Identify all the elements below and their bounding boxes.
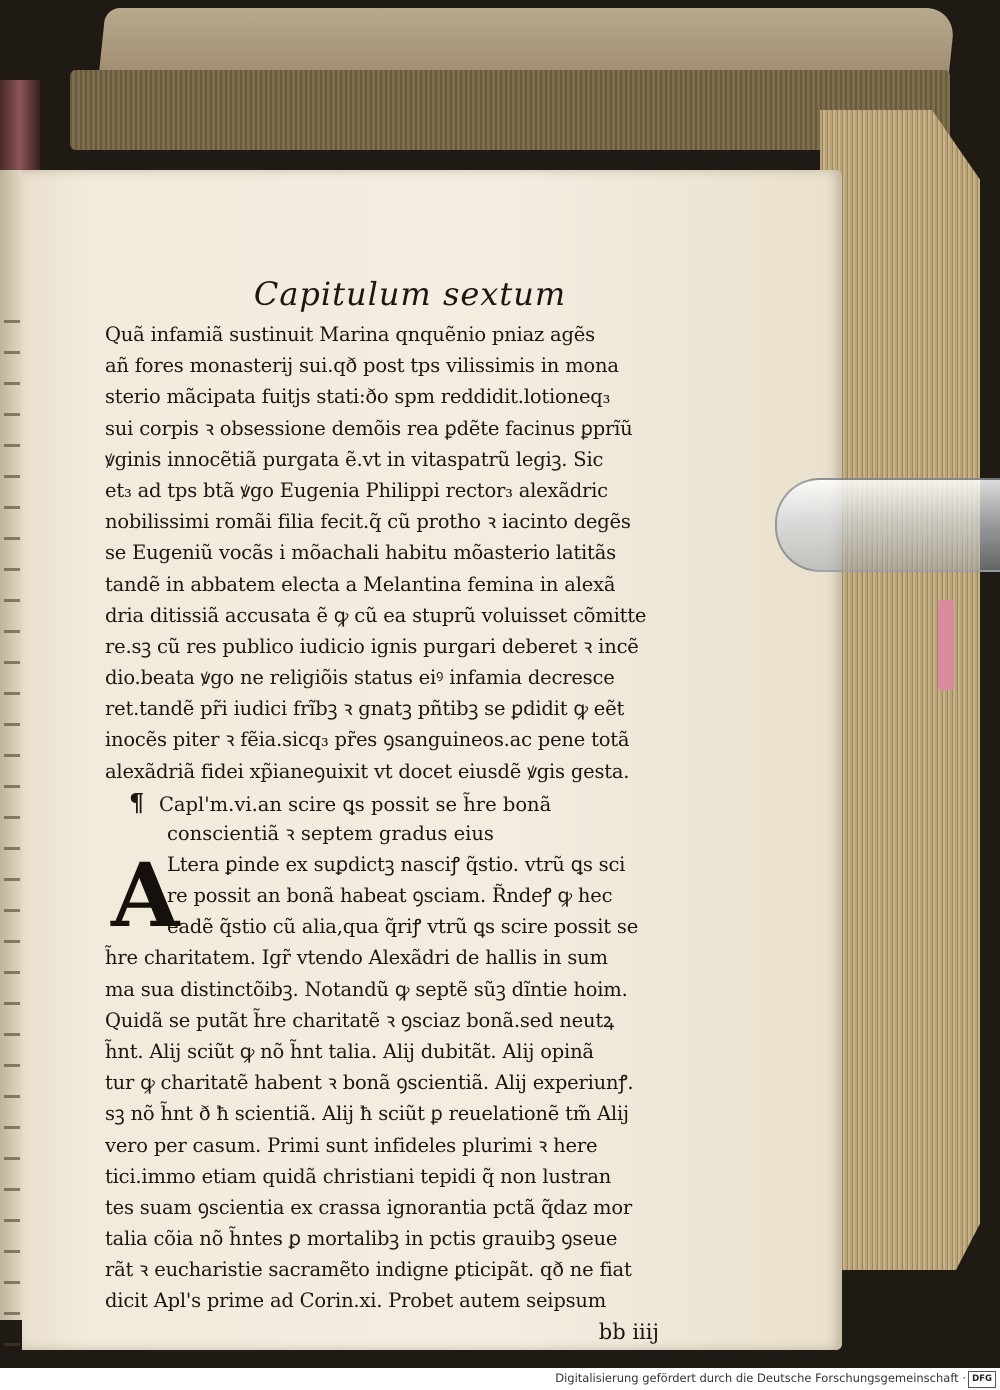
text-line: dicit Apl's prime ad Corin.xi. Probet autem seipsum [105,1289,607,1313]
facing-page-text-fragment [4,1343,20,1346]
facing-page-text-fragment [4,661,20,664]
text-line: ma sua distinctõibꝫ. Notandũ ꝙ septẽ sũꝫ dĩntie hoim. [105,977,628,1001]
facing-page-text-fragment [4,1002,20,1005]
dfg-logo: DFG [968,1371,996,1388]
bookmark-ribbon [938,600,954,690]
text-line: añ fores monasterij sui.qð post tps vilissimis in mona [105,354,619,378]
text-line: Quã infamiã sustinuit Marina qnquẽnio pniaz agẽs [105,323,595,346]
facing-page-text-fragment [4,444,20,447]
chapter-title: Capitulum sextum [253,275,567,313]
text-line: Quidã se putãt h̃re charitatẽ ꝛ ꝯsciaz bonã.sed neutꝝ [105,1008,615,1032]
facing-page-text-fragment [4,847,20,850]
text-line: nobilissimi romãi filia fecit.q̃ cũ protho ꝛ iacinto degẽs [105,510,631,534]
text-line: rãt ꝛ eucharistie sacramẽto indigne ꝑticipãt. qð ne fiat [105,1258,632,1282]
text-line: re possit an bonã habeat ꝯsciam. R̃ndeꝭ ꝙ hec [167,884,613,907]
text-line: ret.tandẽ pr̃i iudici frĩbꝫ ꝛ gnatꝫ pñtibꝫ se ꝑdidit ꝙ eẽt [105,697,625,721]
text-line: Ltera ꝑinde ex suꝑdictꝫ nasciꝭ q̃stio. vtrũ ꝗs sci [167,852,626,876]
facing-page-text-fragment [4,940,20,943]
facing-page-text-fragment [4,1281,20,1284]
facing-page-text-fragment [4,816,20,819]
facing-page-text-fragment [4,1312,20,1315]
signature-mark: bb iiij [598,1319,659,1344]
facing-page-text-fragment [4,537,20,540]
page-block-top-edge [70,70,950,150]
facing-page-text-fragment [4,630,20,633]
page-text-block [105,275,675,1348]
heading-line [105,818,675,849]
facing-page-text-fragment [4,1033,20,1036]
text-line: et₃ ad tps btã ꝟgo Eugenia Philippi rector₃ alexãdric [105,478,608,502]
text-line: sui corpis ꝛ obsessione demõis rea ꝑdẽte facinus ꝑprĩũ [105,416,633,440]
page-fore-edge [820,110,980,1270]
text-line: h̃nt. Alij sciũt ꝙ nõ h̃nt talia. Alij dubitãt. Alij opinã [105,1039,594,1063]
text-line: tur ꝙ charitatẽ habent ꝛ bonã ꝯscientiã. Alij experiunꝭ. [105,1071,634,1095]
facing-page-text-fragment [4,320,20,323]
text-line: tandẽ in abbatem electa a Melantina femina in alexã [105,572,616,596]
text-line: tici.immo etiam quidã christiani tepidi q̃ non lustran [105,1164,612,1188]
text-line: eadẽ q̃stio cũ alia,qua q̃riꝭ vtrũ ꝗs scire possit se [167,915,639,939]
facing-page-text-fragment [4,878,20,881]
heading-text: Capl'm.vi.an scire ꝗs possit se h̃re bonã [159,792,552,816]
facing-page-text-fragment [4,1157,20,1160]
facing-page-text-fragment [4,506,20,509]
facing-page-text-fragment [4,723,20,726]
facing-page-text-fragment [4,971,20,974]
text-line: re.sꝫ cũ res publico iudicio ignis purgari deberet ꝛ incẽ [105,634,639,658]
paragraph-with-initial [105,842,675,1317]
footer-credit: Digitalisierung gefördert durch die Deutsche Forschungsgemeinschaft · [555,1371,966,1385]
facing-page-text-fragment [4,1095,20,1098]
text-line: tes suam ꝯscientia ex crassa ignorantia pctã q̃daz mor [105,1195,633,1219]
facing-page-text-fragment [4,1250,20,1253]
text-line: vero per casum. Primi sunt infideles plurimi ꝛ here [105,1133,598,1157]
facing-page-text-fragment [4,351,20,354]
text-line: sꝫ nõ h̃nt ð ħ scientiã. Alij ħ sciũt ꝑ reuelationẽ tm̃ Alij [105,1102,629,1126]
glass-page-holder [775,478,1000,572]
text-line: ꝟginis innocẽtiã purgata ẽ.vt in vitaspatrũ legiꝫ. Sic [105,447,604,471]
text-line: se Eugeniũ vocãs i mõachali habitu mõasterio latitãs [105,541,616,565]
facing-page-text-fragment [4,1064,20,1067]
text-line: talia cõia nõ h̃ntes ꝑ mortalibꝫ in pctis grauibꝫ ꝯseue [105,1227,618,1251]
facing-page-text-fragment [4,692,20,695]
facing-page-text-fragment [4,599,20,602]
facing-page-text-fragment [4,1219,20,1222]
pilcrow-icon: ¶ [129,787,145,817]
facing-page-text-fragment [4,1188,20,1191]
facing-page-text-fragment [4,785,20,788]
facing-page-text-fragment [4,909,20,912]
digitization-footer [0,1368,1000,1390]
section-heading [105,787,675,849]
drop-cap-initial: A [111,842,180,947]
facing-page-text-fragment [4,413,20,416]
text-line: h̃re charitatem. Igr̃ vtendo Alexãdri de hallis in sum [105,946,608,970]
facing-page-text-fragment [4,568,20,571]
paragraph-marina-eugenia [105,319,675,787]
text-line: inocẽs piter ꝛ fẽia.sicq₃ pr̃es ꝯsanguineos.ac pene totã [105,728,630,752]
facing-page-text-fragment [4,382,20,385]
text-line: alexãdriã fidei xp̃ianeꝯuixit vt docet eiusdẽ ꝟgis gesta. [105,759,630,783]
facing-page-text-fragment [4,475,20,478]
facing-page-left [0,170,24,1320]
facing-page-text-fragment [4,1126,20,1129]
heading-line [105,787,675,818]
text-line: sterio mãcipata fuitjs stati:ðo spm reddidit.lotioneq₃ [105,385,611,409]
text-line: dio.beata ꝟgo ne religiõis status eiꝰ infamia decresce [105,666,615,690]
heading-text: conscientiã ꝛ septem gradus eius [167,821,494,845]
text-line: dria ditissiã accusata ẽ ꝙ cũ ea stuprũ voluisset cõmitte [105,603,647,627]
paragraph-conscience [105,842,675,1317]
facing-page-text-fragment [4,754,20,757]
